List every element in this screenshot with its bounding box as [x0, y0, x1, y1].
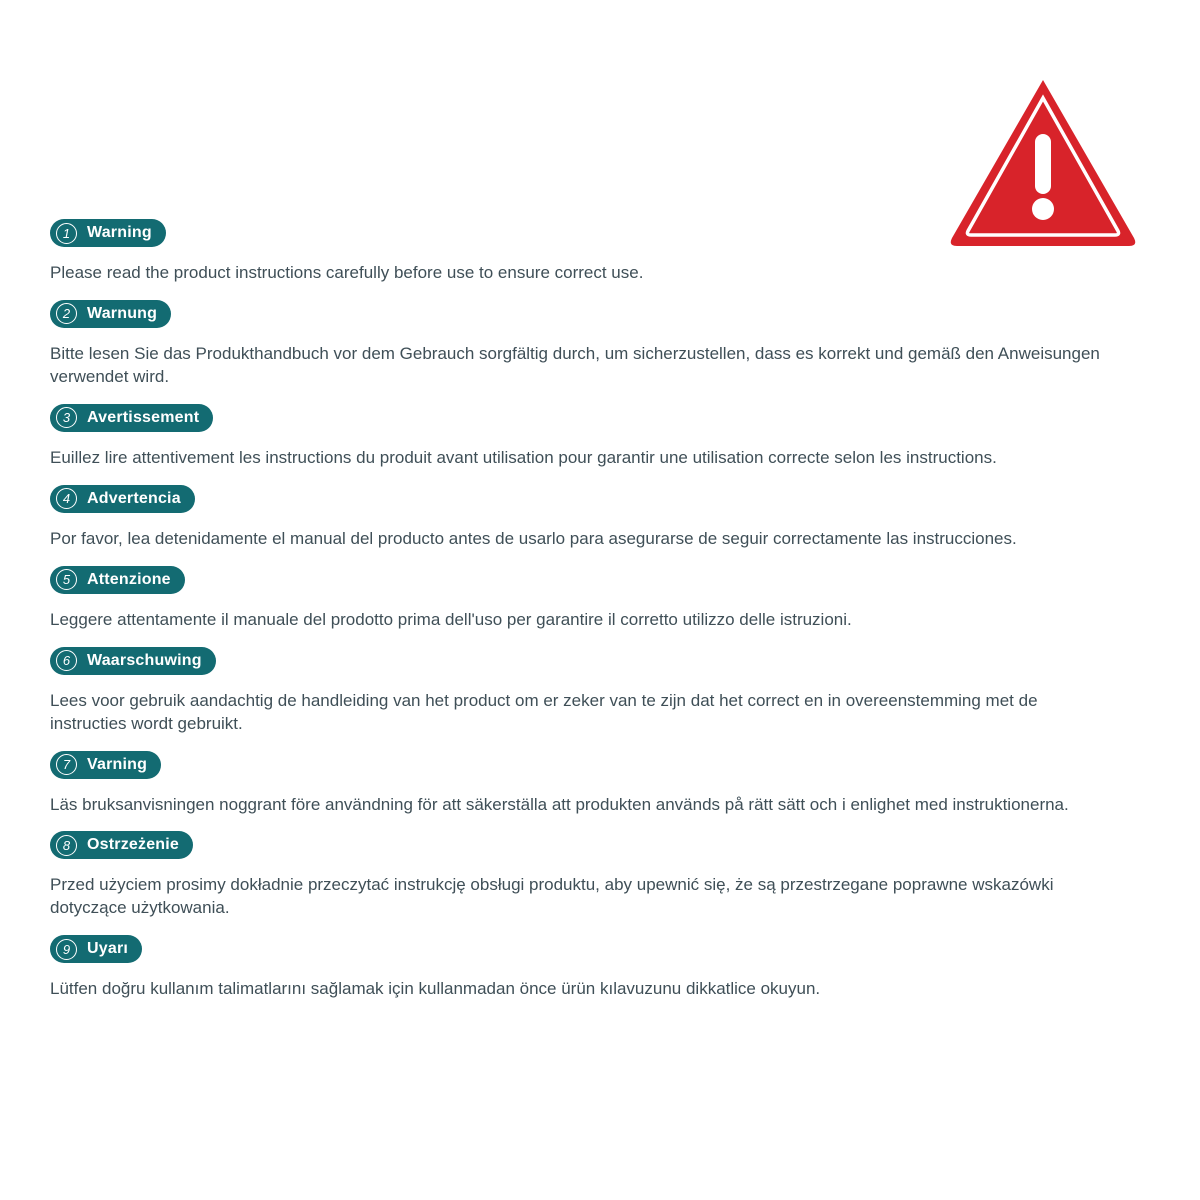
badge-row: [50, 750, 1130, 780]
badge-number: 1: [56, 223, 77, 244]
status-badge: [50, 751, 161, 779]
warning-text: Przed użyciem prosimy dokładnie przeczytać instrukcję obsługi produktu, aby upewnić się, że są przestrzegane poprawne wskazówki dotyczące użytkowania.: [50, 875, 1054, 918]
badge-row: [50, 565, 1130, 595]
badge-number: 7: [56, 754, 77, 775]
status-badge: [50, 300, 171, 328]
list-item: [50, 750, 1130, 817]
badge-label: Advertencia: [87, 489, 181, 507]
badge-label: Waarschuwing: [87, 651, 202, 669]
warning-text: Lütfen doğru kullanım talimatlarını sağlamak için kullanmadan önce ürün kılavuzunu dikkatlice okuyun.: [50, 979, 821, 999]
list-item: [50, 484, 1130, 551]
warning-text: Lees voor gebruik aandachtig de handleiding van het product om er zeker van te zijn dat het correct en in overeenstemming met de instructies wordt gebruikt.: [50, 690, 1038, 733]
badge-number: 3: [56, 407, 77, 428]
warning-text: Leggere attentamente il manuale del prodotto prima dell'uso per garantire il corretto utilizzo delle istruzioni.: [50, 609, 852, 629]
status-badge: [50, 647, 216, 675]
badge-number: 6: [56, 650, 77, 671]
badge-label: Avertissement: [87, 408, 200, 426]
badge-row: [50, 403, 1130, 433]
badge-row: [50, 218, 1130, 248]
badge-label: Warnung: [87, 304, 158, 322]
list-item: [50, 830, 1130, 920]
badge-number: 8: [56, 835, 77, 856]
status-badge: [50, 935, 142, 963]
list-item: [50, 299, 1130, 389]
badge-row: [50, 646, 1130, 676]
warning-text: Por favor, lea detenidamente el manual del producto antes de usarlo para asegurarse de seguir correctamente las instrucciones.: [50, 528, 1017, 548]
badge-row: [50, 299, 1130, 329]
warning-text: Please read the product instructions carefully before use to ensure correct use.: [50, 263, 644, 282]
list-item: [50, 646, 1130, 736]
status-badge: [50, 404, 213, 432]
list-item: [50, 565, 1130, 632]
status-badge: [50, 831, 193, 859]
badge-number: 5: [56, 569, 77, 590]
warning-list: [50, 218, 1130, 1015]
status-badge: [50, 566, 185, 594]
warning-text: Euillez lire attentivement les instructions du produit avant utilisation pour garantir une utilisation correcte selon les instructions.: [50, 447, 997, 467]
warning-text: Läs bruksanvisningen noggrant före användning för att säkerställa att produkten används på rätt sätt och i enlighet med instruktionerna.: [50, 794, 1069, 814]
badge-label: Uyarı: [87, 940, 129, 958]
badge-number: 2: [56, 303, 77, 324]
badge-label: Attenzione: [87, 570, 171, 588]
badge-row: [50, 934, 1130, 964]
list-item: [50, 218, 1130, 285]
status-badge: [50, 219, 166, 247]
badge-label: Ostrzeżenie: [87, 836, 180, 854]
badge-label: Warning: [87, 224, 152, 241]
warning-text: Bitte lesen Sie das Produkthandbuch vor dem Gebrauch sorgfältig durch, um sicherzustellen, dass es korrekt und gemäß den Anweisungen verwendet wird.: [50, 343, 1100, 386]
badge-number: 9: [56, 939, 77, 960]
badge-row: [50, 484, 1130, 514]
badge-label: Varning: [87, 755, 148, 773]
list-item: [50, 403, 1130, 470]
badge-row: [50, 830, 1130, 860]
list-item: [50, 934, 1130, 1001]
badge-number: 4: [56, 488, 77, 509]
status-badge: [50, 485, 195, 513]
